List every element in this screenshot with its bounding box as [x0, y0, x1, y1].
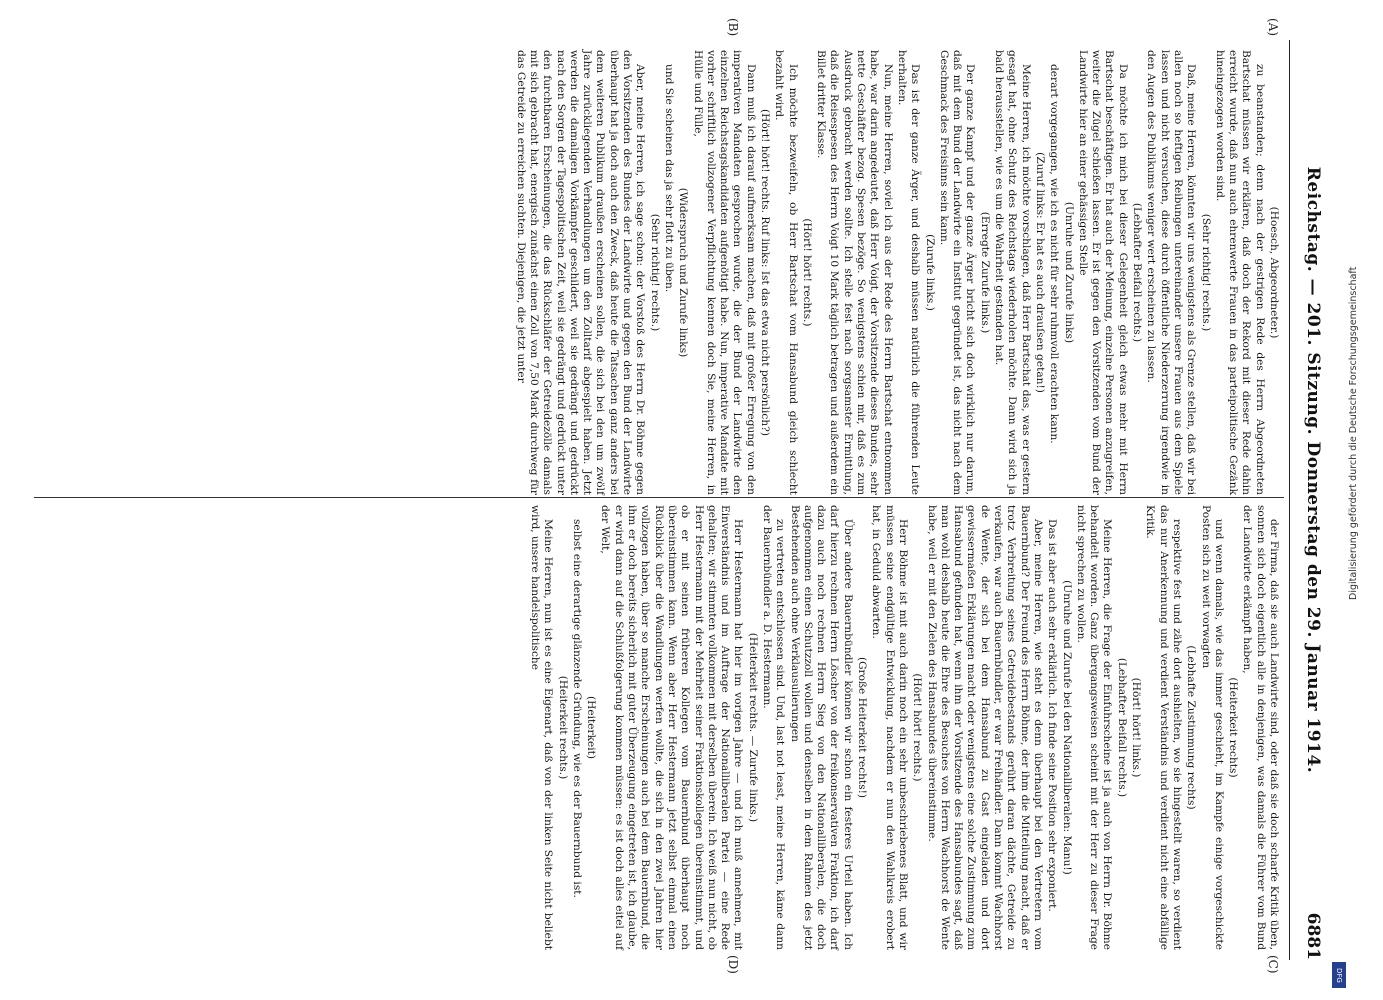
- page-number: 6881: [1303, 912, 1323, 960]
- paragraph: (Widerspruch und Zurufe links): [677, 187, 690, 358]
- paragraph: (Unruhe und Zurufe links): [1062, 201, 1075, 344]
- paragraph: (Lebhafter Beifall rechts.): [1115, 657, 1128, 798]
- paragraph: (Hoesch, Abgeordneter.): [1268, 206, 1280, 339]
- paragraph: selbst eine derartige glänzende Gründung, wie es der Bauernbund ist.: [570, 519, 583, 898]
- paragraph: (Hört! hört! rechts. Ruf links: Ist das etwa nicht persönlich?): [759, 109, 772, 436]
- header-rule: [1289, 40, 1290, 960]
- paragraph: (Hört! hört! rechts.): [911, 673, 924, 782]
- page-header: [1296, 40, 1330, 960]
- margin-marker-d: (D): [726, 955, 740, 974]
- paragraph: (Zurufe links.): [923, 234, 936, 311]
- paragraph: Meine Herren, die Frage der Einfuhrscheine ist ja auch von Herrn Dr. Böhme behandelt worden. Ganz übergangsweisen scheint mit der Herr zu dieser Frage nicht sprechen zu wollen.: [1074, 505, 1114, 950]
- paragraph: Der ganze Kampf und der ganze Ärger bricht sich doch wirklich nur darum, daß mit dem Bund der Landwirte ein Institut gegründet ist, das nicht nach dem Geschmack des Freisinns sein kann.: [937, 50, 977, 495]
- margin-marker-b: (B): [726, 18, 740, 37]
- paragraph: Ich möchte bezweifeln, ob Herr Bartschat vom Hansabund gleich schlecht bezahlt wird.: [773, 50, 799, 495]
- paragraph: Daß, meine Herren, könnten wir uns wenigstens als Grenze stellen, daß wir bei allen noch so heftigen Reibungen untereinander unsere Frauen aus dem Spiele lassen und nicht versuchen, diese durch öffentliche Niederzerrung irgendwie in den Augen des Publikums weniger wert erscheinen zu lassen.: [1145, 50, 1198, 495]
- paragraph: derart vorgegangen, wie ich es nicht für sehr ruhmvoll erachten kann.: [1048, 64, 1061, 444]
- paragraph: (Heiterkeit): [585, 695, 598, 760]
- paragraph: Aber, meine Herren, wie steht es denn überhaupt bei den Vertretern vom Bauernbund? Der Freund des Herrn Böhme, der ihm die Mitteilung macht, daß er trotz Verbreitung seines Getreidebestands gerührt daran dächte, Getreide zu verkaufen, war auch Bauernbündler, er war Freihändler. Dann kommt Wachhorst de Wente, der sich bei dem Hansabund zu Gast eingeladen und dort gewissermaßen Erklärungen macht oder wenigstens eine solche Zustimmung zum Hansabund gefunden hat, wenn ihm der Vorsitzende des Hansabundes sagt, daß man wohl deshalb heute die Ehre des Besuches von Herrn Wachhorst de Wente habe, weil er mit den Zielen des Hansabundes übereinstimme.: [925, 505, 1044, 950]
- page-title: Reichstag. — 201. Sitzung. Donnerstag den 29. Januar 1914.: [1303, 166, 1323, 774]
- paragraph: (Erregte Zurufe links.): [978, 211, 991, 334]
- paragraph: Herr Hestermann hat hier im vorigen Jahre — und ich muß annehmen, mit Einverständnis und im Auftrage der Nationalliberalen Partei — eine Rede gehalten; wir stimmten vollkommen mit derselben überein. Ich weiß nun nicht, ob Herr Hestermann mit der Mehrheit seiner Fraktionskollegen übereinstimmt, und ob er mit seinen früheren Kollegen vom Bauernbund überhaupt noch übereinstimmen kann. Wenn aber Herr Hestermann jetzt selbst einmal einen Rückblick über die Wandlungen werfen wollte, die sich in den zwei Jahren hier vollzogen haben, über so manche Erscheinungen auch bei dem Bauernbund, die ihm er doch bereits sicherlich mit guter Überzeugung eingetreten ist, ich glaube, er wird dann auf die Schlußfolgerung kommen müssen: es ist doch alles eitel auf der Welt,: [599, 505, 745, 950]
- funding-credit: Digitalisierung gefördert durch die Deutsche Forschungsgemeinschaft: [1348, 266, 1359, 600]
- paragraph: der Firma, daß sie auch Landwirte sind, oder daß sie doch scharfe Kritik üben, sonnen sich doch eigentlich alle in denjenigen, was damals die Führer vom Bund der Landwirte erkämpft haben,: [1241, 505, 1280, 950]
- paragraph: Meine Herren, ich möchte vorschlagen, daß Herr Bartschat das, was er gestern gesagt hat, ohne Schutz des Reichstags wiederholen möchte. Dann wird sich ja bald herausstellen, wie es um die Wahrheit gestanden hat.: [993, 50, 1032, 495]
- column-divider: [34, 497, 1284, 498]
- paragraph: respektive fest und zähe dort aushielten, wo sie hingestellt waren, so verdient das nur Anerkennung und verdient Verständnis und verdient nicht eine abfällige Kritik.: [1144, 505, 1183, 950]
- dfg-logo: DFG: [1332, 962, 1346, 988]
- paragraph: zu vertreten entschlossen sind. Und, last not least, meine Herren, käme dann der Bauernbündler a. D. Hestermann.: [761, 505, 787, 950]
- digitization-sidebar: [1326, 0, 1383, 1000]
- paragraph: Herr Böhme ist mit auch darin noch ein sehr unbeschriebenes Blatt, und wir müssen seine endgültige Entwicklung, nachdem er nun den Wahlkreis erobert hat, in Geduld abwarten.: [870, 505, 909, 950]
- paragraph: (Große Heiterkeit rechts!): [856, 656, 869, 799]
- paragraph: und wenn damals, wie das immer geschieht, im Kampfe einige vorgeschickte Posten sich zu weit vorwagten: [1199, 505, 1225, 950]
- paragraph: (Heiterkeit rechts): [1227, 677, 1240, 778]
- paragraph: Da möchte ich mich bei dieser Gelegenheit gleich etwas mehr mit Herrn Bartschat beschäftigen. Er hat auch der Meinung, einzelne Personen anzugreifen, weiter die Zügel schießen lassen. Er ist gegen den Vorsitzenden vom Bund der Landwirte hier an einer gehässigen Stelle: [1076, 50, 1129, 495]
- paragraph: (Sehr richtig! rechts.): [648, 213, 661, 332]
- paragraph: (Zuruf links: Er hat es auch drauſsen getan!): [1033, 152, 1046, 393]
- paragraph: Aber, meine Herren, ich sage schon: der Vorstoß des Herrn Dr. Böhme gegen den Vorsitzenden des Bundes der Landwirte und gegen den Bund der Landwirte überhaupt hat ja doch auch den Zweck, daß heute die Tatsachen ganz anders bei dem weiteren Publikum draußen erscheinen sollen, die sich bei den um zwölf Jahre zurückliegenden Verhandlungen um den Zolltarif abgespielt haben. Jetzt werden die damaligen Vorkämpfer geschildert, weil sie gedrängt und gedrückt nach den Sorgen der Tagespolitischen Zeit, weil sie gedrängt und gedrückt unter den furchtbaren Erscheinungen, die das Rückschläfer der Getreidezölle damals mit sich gebracht hat, energisch zunächst einen Zoll von 7,50 Mark durchweg für das Getreide zu erreichen suchten. Diejenigen, die jetzt unter: [514, 50, 647, 495]
- paragraph: Über andere Bauernbündler können wir schon ein festeres Urteil haben. Ich darf hierzu rechnen Herrn Löscher von der freikonservativen Fraktion, ich darf dazu auch noch rechnen Herrn Sieg von den Nationalliberalen, die doch aufgenommen einen Schutzzoll wollen und denselben in dem Rahmen des jetzt Bestehenden auch ohne Verklausulierungen: [788, 505, 854, 950]
- paragraph: (Hört! hört! links.): [1130, 677, 1143, 778]
- paragraph: Nun, meine Herren, soviel ich aus der Rede des Herrn Bartschat entnommen habe, war darin angedeutet, daß Herr Voigt, der Vorsitzende dieses Bundes, sehr nette Geschäfter bezog. Spesen bezöge. So wenigstens schien mir, daß es zum Ausdruck gebracht werden sollte. Ich stelle fest nach sorgsamster Ermittlung, daß die Reisespesen des Herrn Voigt 10 Mark täglich betragen und außerdem ein Billet dritter Klasse.: [815, 50, 894, 495]
- paragraph: Das ist der ganze Ärger, und deshalb müssen natürlich die führenden Leute herhalten.: [895, 50, 922, 495]
- left-text-column: [512, 50, 1280, 495]
- right-text-column: [527, 505, 1280, 950]
- paragraph: (Lebhafter Beifall rechts.): [1131, 202, 1144, 343]
- paragraph: Das ist aber auch sehr erklärlich. Ich finde seine Position sehr exponiert.: [1046, 519, 1059, 912]
- paragraph: Meine Herren, nun ist es eine Eigenart, daß von der linken Seite nicht beliebt wird, unsere handelspolitische: [528, 505, 555, 950]
- paragraph: und Sie scheinen das ja sehr flott zu üben.: [662, 64, 675, 293]
- paragraph: Dann muß ich darauf aufmerksam machen, daß mit großer Erregung von den imperativen Mandaten gesprochen wurde, die der Bund der Landwirte den einzelnen Reichstagskandidaten aufgenötigt habe. Nun, imperative Mandate mit vorher schriftlich vollzogener Verpflichtung kennen doch Sie, meine Herren, in Hülle und Fülle,: [691, 50, 757, 495]
- paragraph: (Unruhe und Zurufe bei den Nationalliberalen: Manu!): [1060, 580, 1073, 875]
- paragraph: zu beanstanden; denn nach der gestrigen Rede des Herrn Abgeordneten Bartschat müssen wir erklären, daß doch der Rekord mit dieser Rede dahin erreicht wurde, daß nun auch ehrenwerte Frauen in das parteipolitische Gezänk hineingezogen worden sind.: [1213, 50, 1266, 495]
- margin-marker-a: (A): [1266, 18, 1280, 37]
- paragraph: (Sehr richtig! rechts.): [1199, 213, 1212, 332]
- margin-marker-c: (C): [1266, 955, 1280, 974]
- paragraph: (Heiterkeit rechts. — Zurufe links.): [746, 632, 759, 823]
- paragraph: (Hört! hört! rechts.): [800, 218, 813, 327]
- paragraph: (Lebhafte Zustimmung rechts): [1185, 645, 1198, 810]
- paragraph: (Heiterkeit rechts.): [556, 675, 569, 780]
